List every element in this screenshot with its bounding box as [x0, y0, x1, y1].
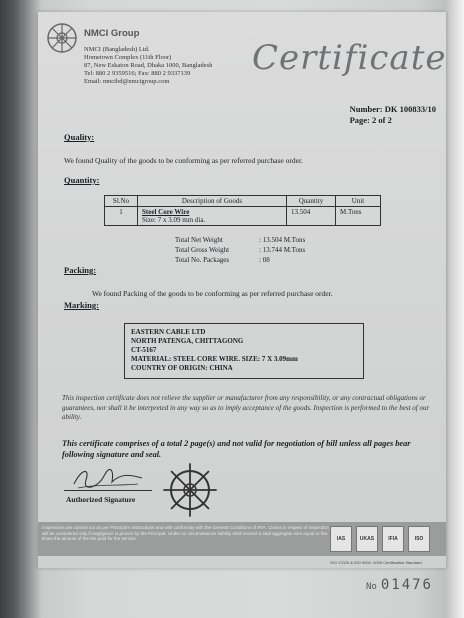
- serial-value: 01476: [380, 577, 433, 593]
- packing-text: We found Packing of the goods to be conforming as per referred purchase order.: [92, 289, 333, 298]
- quality-text: We found Quality of the goods to be conforming as per referred purchase order.: [64, 156, 303, 165]
- marking-line: NORTH PATENGA, CHITTAGONG: [131, 337, 244, 345]
- goods-table: [104, 195, 381, 226]
- marking-line: CT-5167: [131, 346, 157, 354]
- footer-terms-text: Inspections are carried out as per Principal's instructions and with conformity with the General Conditions of IFIA. Claims in respect of inspection will be considered only if negligence is proven by the Principal. Under no circumstances liability shall exceed a total aggregate sum equal to five times the amount of the fee paid for the service.: [42, 525, 329, 542]
- iso-standard-line: ISO 17020 & ISO 9001: 2000 Certification Standard: [330, 560, 422, 565]
- address-line: Hometown Complex (11th Floor): [84, 54, 172, 61]
- goods-size: Size: 7 x 3.09 mm dia.: [142, 216, 206, 224]
- cell-unit: M.Tons: [336, 207, 381, 226]
- cell-description: [138, 207, 287, 226]
- goods-name: Steel Core Wire: [142, 208, 190, 216]
- signature-line: [64, 490, 152, 491]
- iso-badge-icon: ISO: [408, 526, 430, 552]
- marking-heading: Marking:: [64, 300, 99, 310]
- total-row: [175, 245, 305, 255]
- total-value: : 08: [259, 256, 270, 264]
- validity-notice: This certificate comprises of a total 2 page(s) and not valid for negotiation of bill unless all pages bear following signature and seal.: [62, 439, 411, 459]
- page-indicator: Page: 2 of 2: [349, 115, 392, 125]
- serial-prefix: No: [366, 582, 377, 592]
- total-row: [175, 255, 305, 265]
- nmci-logo-icon: [46, 22, 78, 54]
- table-row: [105, 207, 381, 226]
- group-name: NMCI Group: [84, 28, 140, 39]
- address-line: 87, New Eskaton Road, Dhaka 1000, Bangladesh: [84, 62, 213, 69]
- column-header: Description of Goods: [138, 196, 287, 207]
- document-number-block: [350, 104, 436, 126]
- ukas-badge-icon: UKAS: [356, 526, 378, 552]
- marking-line: MATERIAL: STEEL CORE WIRE. SIZE: 7 X 3.09mm: [131, 355, 298, 363]
- total-value: : 13.504 M.Tons: [259, 236, 306, 244]
- quantity-heading: Quantity:: [64, 175, 100, 185]
- address-line: Email: nmcibd@nmcigroup.com: [84, 78, 170, 85]
- table-header-row: [105, 196, 381, 207]
- cell-sl-no: 1: [105, 207, 138, 226]
- serial-number: [366, 577, 433, 593]
- certificate-number: Number: DK 100833/10: [349, 104, 436, 114]
- ifia-badge-icon: IFIA: [382, 526, 404, 552]
- column-header: Quantity: [287, 196, 336, 207]
- ship-wheel-seal-icon: [162, 462, 218, 518]
- address-line: NMCI (Bangladesh) Ltd.: [84, 46, 150, 53]
- packing-heading: Packing:: [64, 265, 97, 275]
- total-label: Total No. Packages: [175, 256, 230, 264]
- marking-line: COUNTRY OF ORIGIN: CHINA: [131, 364, 233, 372]
- marking-line: EASTERN CABLE LTD: [131, 328, 206, 336]
- disclaimer-text: This inspection certificate does not relieve the supplier or manufacturer from any responsibility, or any contractual obligations or guarantees, nor shall it be interpreted in any way so as to imply acceptance of the goods. Inspection is performed to the best of our ability.: [62, 394, 430, 421]
- shipping-marks-box: [124, 323, 364, 379]
- accreditation-badges: [330, 526, 430, 552]
- address-line: Tel: 880 2 9359516; Fax: 880 2 9337139: [84, 70, 191, 77]
- certificate-title: Certificate: [252, 38, 447, 78]
- certificate-page: [38, 12, 446, 568]
- total-row: [175, 235, 305, 245]
- total-label: Total Net Weight: [175, 236, 223, 244]
- authorized-signature-label: Authorized Signature: [66, 495, 136, 504]
- total-label: Total Gross Weight: [175, 246, 230, 254]
- total-value: : 13.744 M.Tons: [259, 246, 306, 254]
- column-header: Sl.No: [105, 196, 138, 207]
- weight-totals: [175, 235, 305, 265]
- quality-heading: Quality:: [64, 132, 95, 142]
- cell-quantity: 13.504: [287, 207, 336, 226]
- column-header: Unit: [336, 196, 381, 207]
- ias-badge-icon: IAS: [330, 526, 352, 552]
